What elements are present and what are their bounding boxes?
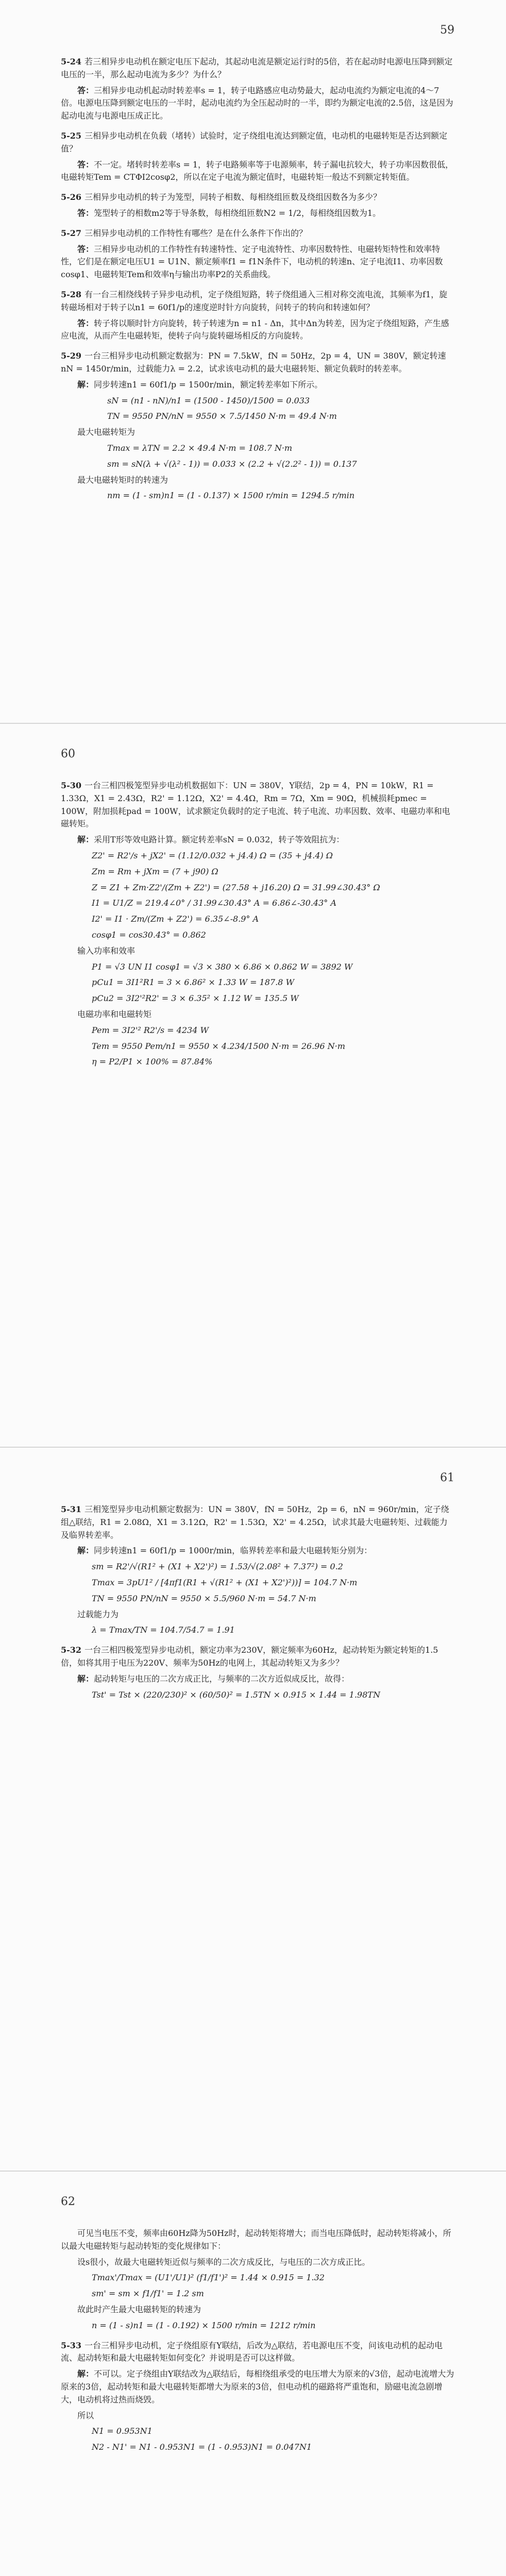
answer	[61, 2256, 454, 2269]
question	[61, 1503, 454, 1541]
equation: nm = (1 - sm)n1 = (1 - 0.137) × 1500 r/min = 1294.5 r/min	[107, 490, 355, 501]
equation: Tmax = λTN = 2.2 × 49.4 N·m = 108.7 N·m	[107, 443, 293, 453]
question-number: 5-30	[61, 781, 82, 790]
answer-label: 答：	[77, 318, 94, 328]
paragraph: 可见当电压不变，频率由60Hz降为50Hz时，起动转矩将增大；而当电压降低时，起动转矩将减小，所以最大电磁转矩与起动转矩的变化规律如下：	[61, 2228, 451, 2251]
question-item	[61, 227, 454, 281]
equation: TN = 9550 PN/nN = 9550 × 7.5/1450 N·m = 49.4 N·m	[107, 411, 337, 421]
equation: N1 = 0.953N1	[92, 2426, 153, 2436]
page-number: 62	[61, 2195, 75, 2208]
question-number: 5-25	[61, 130, 82, 141]
question-item	[61, 1503, 454, 1637]
page-content	[61, 779, 454, 1076]
answer-label: 答：	[77, 208, 94, 218]
answer	[61, 379, 454, 392]
answer-label: 答：	[77, 159, 94, 170]
answer	[61, 1673, 454, 1686]
equation: TN = 9550 PN/nN = 9550 × 5.5/960 N·m = 54.7 N·m	[92, 1593, 316, 1603]
question-text: 一台三相四极笼型异步电动机数据如下：UN = 380V，Y联结，2p = 4，PN = 10kW，R1 = 1.33Ω，X1 = 2.43Ω，R2' = 1.12Ω，X2' = 4.4Ω，Rm = 7Ω，Xm = 90Ω，机械损耗pmec = 100W，附加损耗pad = 100W，试求额定负载时的定子电流、转子电流、功率因数、效率、电磁功率和电磁转矩。	[61, 781, 450, 829]
answer-text: 笼型转子的相数m2等于导条数，每相绕组匝数N2 = 1/2，每相绕组因数为1。	[94, 208, 381, 218]
note: 过载能力为	[77, 1609, 119, 1619]
question	[61, 191, 454, 204]
page-content	[61, 1503, 454, 1708]
note: 最大电磁转矩为	[77, 427, 136, 437]
answer	[61, 2368, 454, 2406]
question-text: 若三相异步电动机在额定电压下起动，其起动电流是额定运行时的5倍，若在起动时电源电压降到额定电压的一半，那么起动电流为多少？为什么？	[61, 57, 453, 79]
answer-label: 答：	[77, 85, 94, 95]
equation: pCu2 = 3I2'²R2' = 3 × 6.35² × 1.12 W = 135.5 W	[92, 993, 299, 1004]
answer	[61, 317, 454, 343]
question	[61, 779, 454, 831]
question-text: 三相笼型异步电动机额定数据为：UN = 380V，fN = 50Hz，2p = 6，nN = 960r/min，定子绕组△联结，R1 = 2.08Ω，X1 = 3.12Ω，R2' = 1.53Ω，X2' = 4.25Ω，试求其最大电磁转矩、过载能力及临界转差率。	[61, 1504, 449, 1540]
question	[61, 1644, 454, 1670]
page-content	[61, 2227, 454, 2461]
answer-text: 转子将以顺时针方向旋转，转子转速为n = n1 - Δn，其中Δn为转差，因为定子绕组短路，产生感应电流，从而产生电磁转矩，使转子向与旋转磁场相反的方向旋转。	[61, 318, 449, 341]
equation: Z2' = R2'/s + jX2' = (1.12/0.032 + j4.4) Ω = (35 + j4.4) Ω	[92, 850, 333, 860]
question-text: 三相异步电动机在负载（堵转）试验时，定子绕组电流达到额定值，电动机的电磁转矩是否达到额定值？	[61, 130, 448, 154]
equation: Tem = 9550 Pem/n1 = 9550 × 4.234/1500 N·m = 26.96 N·m	[92, 1041, 345, 1051]
question-text: 三相异步电动机的工作特性有哪些？是在什么条件下作出的？	[85, 228, 308, 238]
answer-text: 三相异步电动机起动时转差率s = 1，转子电路感应电动势最大，起动电流约为额定电流的4～7倍。电源电压降到额定电压的一半时，起动电流约为全压起动时的一半，即约为额定电流的2.5倍，这是因为起动电流与电源电压成正比。	[61, 85, 453, 121]
question-number: 5-33	[61, 2340, 82, 2350]
equation: sm' = sm × f1/f1' = 1.2 sm	[92, 2289, 204, 2299]
equation: Tst' = Tst × (220/230)² × (60/50)² = 1.5TN × 0.915 × 1.44 = 1.98TN	[92, 1689, 380, 1700]
answer-text: 不可以。定子绕组由Y联结改为△联结后，每相绕组承受的电压增大为原来的√3倍，起动电流增大为原来的3倍，起动转矩和最大电磁转矩都增大为原来的3倍，但电动机的磁路将严重饱和，励磁电流急剧增大，电动机将过热而烧毁。	[61, 2369, 454, 2404]
answer-label: 解：	[77, 1546, 94, 1556]
question-text: 有一台三相绕线转子异步电动机，定子绕组短路，转子绕组通入三相对称交流电流，其频率为f1，旋转磁场相对于转子以n1 = 60f1/p的速度逆时针方向旋转，问转子的转向和转速如何？	[61, 289, 448, 312]
question-number: 5-28	[61, 289, 82, 299]
note: 电磁功率和电磁转矩	[77, 1009, 152, 1019]
answer-text: 同步转速n1 = 60f1/p = 1500r/min，额定转差率如下所示。	[94, 379, 323, 389]
question-number: 5-27	[61, 228, 82, 238]
answer-text: 同步转速n1 = 60f1/p = 1000r/min，临界转差率和最大电磁转矩分别为：	[94, 1546, 373, 1556]
answer	[61, 834, 454, 846]
question-item	[61, 289, 454, 343]
equation: n = (1 - s)n1 = (1 - 0.192) × 1500 r/min = 1212 r/min	[92, 2320, 316, 2330]
question-text: 三相异步电动机的转子为笼型，同转子相数、每相绕组匝数及绕组因数各为多少？	[85, 192, 382, 202]
answer-text: 起动转矩与电压的二次方成正比，与频率的二次方近似成反比，故得：	[94, 1673, 350, 1684]
note: 最大电磁转矩时的转速为	[77, 474, 168, 485]
question-number: 5-26	[61, 192, 82, 202]
answer	[61, 1545, 454, 1557]
equation: Z = Z1 + Zm·Z2'/(Zm + Z2') = (27.58 + j16.20) Ω = 31.99∠30.43° Ω	[92, 882, 380, 892]
equation: Zm = Rm + jXm = (7 + j90) Ω	[92, 866, 218, 876]
answer-label: 解：	[77, 2369, 94, 2379]
answer	[61, 243, 454, 281]
question-item	[61, 779, 454, 1069]
page-number: 60	[61, 748, 75, 760]
question-number: 5-24	[61, 57, 82, 66]
question	[61, 350, 454, 376]
question-item	[61, 130, 454, 184]
question-item	[61, 350, 454, 502]
question-number: 5-32	[61, 1645, 82, 1655]
equation: pCu1 = 3I1²R1 = 3 × 6.86² × 1.33 W = 187.8 W	[92, 977, 294, 988]
note: 故此时产生最大电磁转矩的转速为	[77, 2304, 201, 2314]
page-60	[0, 724, 506, 1448]
equation: Pem = 3I2'² R2'/s = 4234 W	[92, 1025, 209, 1035]
equation: Tmax'/Tmax = (U1'/U1)² (f1/f1')² = 1.44 × 0.915 = 1.32	[92, 2273, 325, 2283]
question	[61, 56, 454, 81]
question-item	[61, 2227, 454, 2332]
equation: Tmax = 3pU1² / [4πf1(R1 + √(R1² + (X1 + X2')²))] = 104.7 N·m	[92, 1577, 358, 1587]
equation: I2' = I1 · Zm/(Zm + Z2') = 6.35∠-8.9° A	[92, 914, 259, 924]
question-item	[61, 56, 454, 123]
question-item	[61, 2340, 454, 2454]
answer-text: 三相异步电动机的工作特性有转速特性、定子电流特性、功率因数特性、电磁转矩特性和效率特性，它们是在额定电压U1 = U1N、额定频率f1 = f1N条件下，电动机的转速n、定子电流I1、功率因数cosφ1、电磁转矩Tem和效率η与输出功率P2的关系曲线。	[61, 244, 443, 280]
question	[61, 2340, 454, 2365]
answer-label: 解：	[77, 835, 94, 845]
page-number: 61	[440, 1471, 454, 1484]
equation: η = P2/P1 × 100% = 87.84%	[92, 1057, 213, 1067]
question	[61, 130, 454, 156]
equation: I1 = U1/Z = 219.4∠0° / 31.99∠30.43° A = 6.86∠-30.43° A	[92, 898, 336, 908]
answer-text: 采用T形等效电路计算。额定转差率sN = 0.032，转子等效阻抗为：	[94, 835, 345, 845]
question-number: 5-29	[61, 351, 82, 361]
page-62	[0, 2172, 506, 2576]
note: 所以	[77, 2410, 94, 2420]
question	[61, 289, 454, 314]
question-text: 一台三相四极笼型异步电动机，额定功率为230V，额定频率为60Hz，起动转矩为额定转矩的1.5倍，如将其用于电压为220V、频率为50Hz的电网上，其起动转矩又为多少？	[61, 1645, 438, 1668]
equation: cosφ1 = cos30.43° = 0.862	[92, 929, 206, 940]
question-item	[61, 1644, 454, 1701]
equation: N2 - N1' = N1 - 0.953N1 = (1 - 0.953)N1 = 0.047N1	[92, 2442, 312, 2452]
question-text: 一台三相异步电动机，定子绕组原有Y联结，后改为△联结，若电源电压不变，问该电动机的起动电流、起动转矩和最大电磁转矩如何变化？并说明是否可以这样做。	[61, 2340, 443, 2363]
question-item	[61, 191, 454, 220]
page-number: 59	[440, 24, 454, 37]
answer-label: 答：	[77, 244, 94, 254]
question	[61, 227, 454, 240]
answer	[61, 207, 454, 220]
answer-label: 解：	[77, 379, 94, 389]
page-content	[61, 56, 454, 510]
page-59	[0, 0, 506, 724]
equation: P1 = √3 UN I1 cosφ1 = √3 × 380 × 6.86 × 0.862 W = 3892 W	[92, 961, 353, 972]
page-61	[0, 1448, 506, 2172]
answer-label: 解：	[77, 1673, 94, 1684]
answer	[61, 159, 454, 184]
note: 输入功率和效率	[77, 945, 136, 956]
equation: sN = (n1 - nN)/n1 = (1500 - 1450)/1500 = 0.033	[107, 395, 310, 405]
answer	[61, 84, 454, 123]
question-text: 一台三相异步电动机额定数据为：PN = 7.5kW，fN = 50Hz，2p = 4，UN = 380V，额定转速nN = 1450r/min，过载能力λ = 2.2，试求该电动机的最大电磁转矩、额定负载时的转差率。	[61, 351, 446, 374]
equation: sm = sN(λ + √(λ² - 1)) = 0.033 × (2.2 + √(2.2² - 1)) = 0.137	[107, 459, 357, 469]
equation: λ = Tmax/TN = 104.7/54.7 = 1.91	[92, 1625, 235, 1635]
answer-text: 不一定。堵转时转差率s = 1，转子电路频率等于电源频率，转子漏电抗较大，转子功率因数很低，电磁转矩Tem = CTΦI2cosφ2，所以在定子电流为额定值时，电磁转矩一般达不到额定转矩值。	[61, 159, 453, 182]
equation: sm = R2'/√(R1² + (X1 + X2')²) = 1.53/√(2.08² + 7.37²) = 0.2	[92, 1562, 343, 1572]
answer-text: 设s很小，故最大电磁转矩近似与频率的二次方成反比，与电压的二次方成正比。	[77, 2257, 370, 2267]
question-number: 5-31	[61, 1504, 82, 1514]
